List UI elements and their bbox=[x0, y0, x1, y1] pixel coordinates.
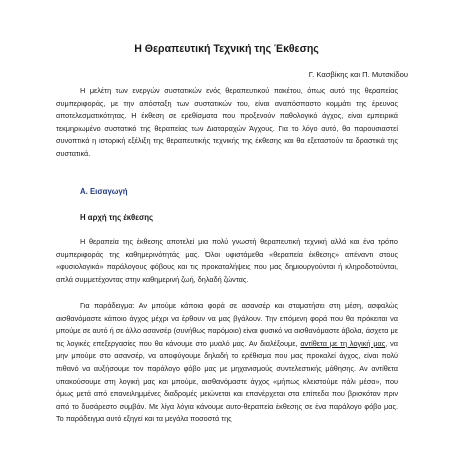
subsection-heading: Η αρχή της έκθεσης bbox=[80, 213, 154, 222]
paragraph-2 bbox=[56, 300, 398, 426]
paragraph-2-part-a: Για παράδειγμα: Αν μπούμε κάποια φορά σε ασανσέρ και σταματήσει στη μέση, ασφαλώς αισθανόμαστε κάποιο άγχος μέχρι να έρθουν να μας βγάλουν. Την επόμενη φορά που θα πρόκειται να μπούμε σε αυτό ή σε άλλο ασανσέρ (συνήθως παρόμοιο) είναι φυσικό να αισθανόμαστε άβολα, άσχετα με τις λογικές επεξεργασίες που θα κάνουμε στο μυαλό μας. Αν διαλέξουμε, bbox=[56, 301, 398, 348]
intro-text: Η μελέτη των ενεργών συστατικών ενός θεραπευτικού πακέτου, όπως αυτό της θεραπείας συμπεριφοράς, με την απόσταξη των συστατικών του, είναι αναπόσπαστο κομμάτι της έρευνας αποτελεσματικότητας. Η έκθεση σε ερεθίσματα που προξενούν παθολογικό άγχος, είναι εμπειρικά τεκμηριωμένο συστατικό της θεραπείας των Διαταραχών Άγχους. Για το λόγο αυτό, θα παρουσιαστεί συνοπτικά η ιστορική εξέλιξη της θεραπευτικής τεχνικής της έκθεσης και θα εξεταστούν τα δραστικά της συστατικά. bbox=[56, 86, 398, 158]
paragraph-2-part-b: , να μην μπούμε στο ασανσέρ, να αποφύγουμε δηλαδή το ερέθισμα που μας προκαλεί άγχος, είναι πολύ πιθανό να αυξήσουμε τον παράλογο φόβο μας με μηχανισμούς συντελεστικής μάθησης. Αν αντίθετα υπακούσουμε στη λογική μας και μπούμε, αισθανόμαστε άγχος «μήπως κλειστούμε πάλι μέσα», που όμως μετά από επανειλημμένες διαδρομές μειώνεται και επανέρχεται στα επίπεδα που βρισκόταν πριν από το δυσάρεστο συμβάν. Με λίγα λόγια κάνουμε αυτο-θεραπεία έκθεσης σε ένα παράλογο φόβο μας. Το παράδειγμα αυτό εξηγεί και τα μεγάλα ποσοστά της bbox=[56, 338, 398, 424]
paragraph-2-text bbox=[56, 300, 398, 426]
section-heading: Α. Εισαγωγή bbox=[80, 187, 128, 196]
paragraph-1 bbox=[56, 236, 398, 286]
paragraph-2-underlined: αντίθετα με τη λογική μας bbox=[300, 338, 386, 348]
intro-paragraph bbox=[56, 85, 398, 161]
document-title: Η Θεραπευτική Τεχνική της Έκθεσης bbox=[134, 43, 319, 55]
paragraph-1-text: Η θεραπεία της έκθεσης αποτελεί μια πολύ γνωστή θεραπευτική τεχνική αλλά και ένα τρόπο συμπεριφοράς της καθημερινότητάς μας. Όλοι υφιστάμεθα «θεραπεία έκθεσης» απέναντι στους «φυσιολογικά» παράλογους φόβους και τις προκαταλήψεις που μας δημιουργούνται ή κληροδοτούνται, απλά συμμετέχοντας στην καθημερινή ζωή, δηλαδή ζώντας. bbox=[56, 237, 398, 284]
document-authors: Γ. Κασβίκης και Π. Μυτσκίδου bbox=[308, 70, 408, 79]
